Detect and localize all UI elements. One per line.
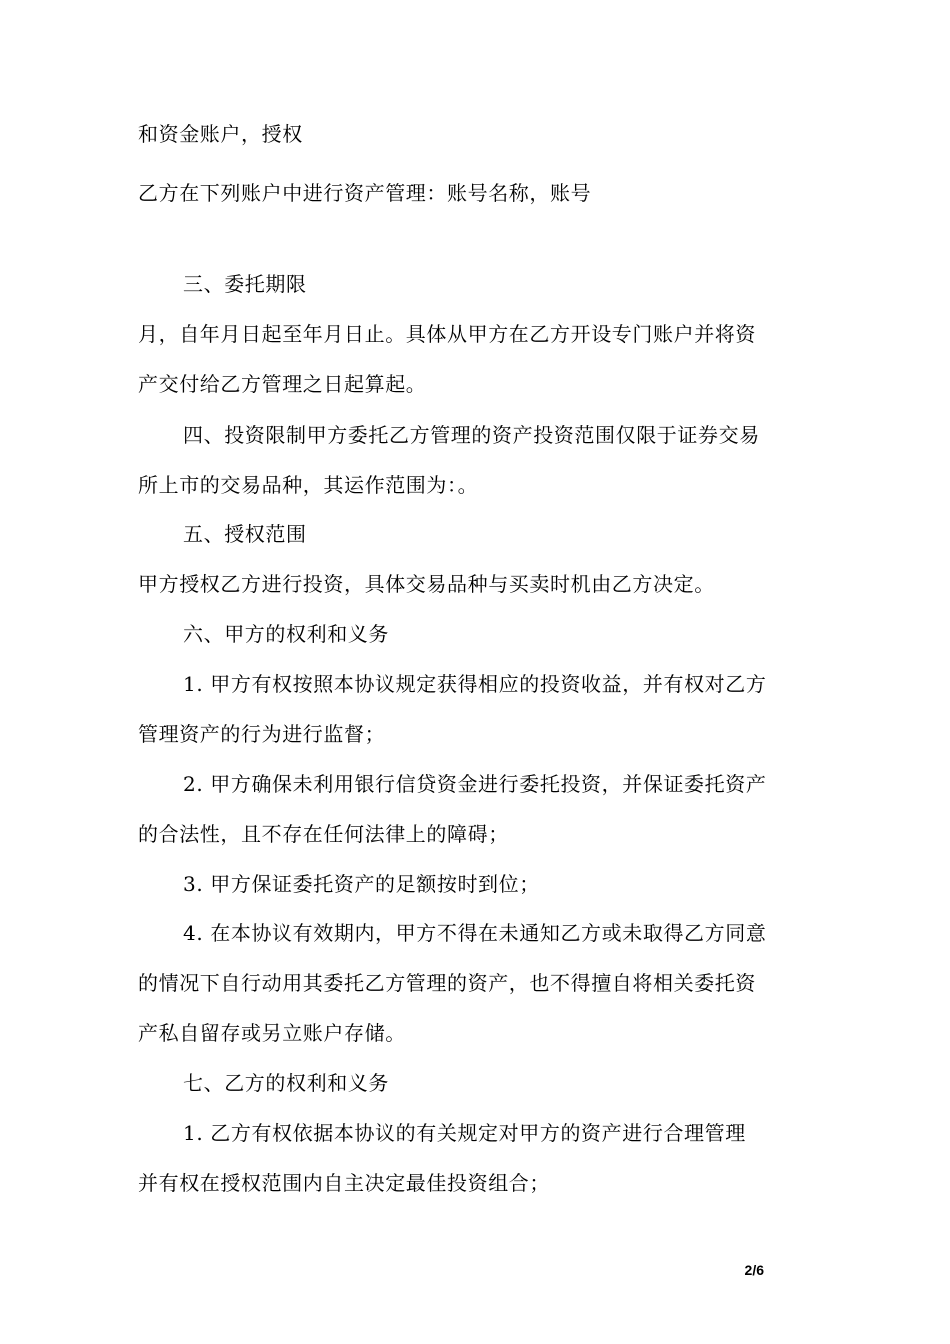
text-line-12: 管理资产的行为进行监督； xyxy=(138,722,386,746)
section-heading-6: 六、甲方的权利和义务 xyxy=(183,622,389,646)
list-item-6-3: 3. 甲方保证委托资产的足额按时到位； xyxy=(183,872,540,896)
page-number: 2/6 xyxy=(744,1262,764,1278)
text-line-1: 和资金账户，授权 xyxy=(138,122,303,146)
section-heading-3: 三、委托期限 xyxy=(183,272,307,296)
text-line-4: 月，自年月日起至年月日止。具体从甲方在乙方开设专门账户并将资 xyxy=(138,322,756,346)
list-item-6-2: 2. 甲方确保未利用银行信贷资金进行委托投资，并保证委托资产 xyxy=(183,772,767,796)
list-item-6-1: 1. 甲方有权按照本协议规定获得相应的投资收益，并有权对乙方 xyxy=(183,672,767,696)
text-line-9: 甲方授权乙方进行投资，具体交易品种与买卖时机由乙方决定。 xyxy=(138,572,715,596)
text-line-17: 的情况下自行动用其委托乙方管理的资产，也不得擅自将相关委托资 xyxy=(138,971,756,995)
section-heading-4: 四、投资限制甲方委托乙方管理的资产投资范围仅限于证券交易 xyxy=(183,423,760,447)
text-line-2: 乙方在下列账户中进行资产管理：账号名称，账号 xyxy=(138,181,592,205)
text-line-14: 的合法性，且不存在任何法律上的障碍； xyxy=(138,822,509,846)
text-line-18: 产私自留存或另立账户存储。 xyxy=(138,1021,406,1045)
section-heading-5: 五、授权范围 xyxy=(183,522,307,546)
text-line-5: 产交付给乙方管理之日起算起。 xyxy=(138,372,427,396)
text-line-21: 并有权在授权范围内自主决定最佳投资组合； xyxy=(138,1171,550,1195)
list-item-6-4: 4. 在本协议有效期内，甲方不得在未通知乙方或未取得乙方同意 xyxy=(183,921,767,945)
section-heading-7: 七、乙方的权利和义务 xyxy=(183,1071,389,1095)
text-line-7: 所上市的交易品种，其运作范围为：。 xyxy=(138,473,479,497)
list-item-7-1: 1. 乙方有权依据本协议的有关规定对甲方的资产进行合理管理 xyxy=(183,1121,746,1145)
